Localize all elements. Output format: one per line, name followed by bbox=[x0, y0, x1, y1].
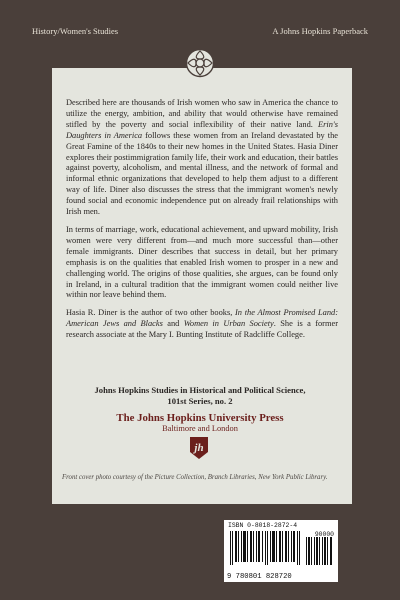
cover-photo-credit: Front cover photo courtesy of the Picture Collection, Branch Libraries, New York Public Library. bbox=[62, 474, 328, 481]
imprint-label: A Johns Hopkins Paperback bbox=[272, 26, 368, 36]
press-logo-icon bbox=[188, 436, 210, 460]
other-book-title-2: Women in Urban Society bbox=[183, 319, 274, 329]
series-info bbox=[60, 385, 340, 407]
celtic-knot-icon bbox=[185, 48, 215, 78]
publisher-city: Baltimore and London bbox=[162, 424, 238, 433]
top-bar bbox=[32, 26, 368, 36]
series-line-1: Johns Hopkins Studies in Historical and Political Science, bbox=[94, 385, 306, 395]
svg-text:jh: jh bbox=[194, 442, 204, 454]
author-bio: Hasia R. Diner is the author of two other books, In the Almost Promised Land: American Jews and Blacks and Women in Urban Society. She is a former research associate at the Mary I. Bunting Institute of Radcliffe College. bbox=[66, 308, 338, 340]
description-paragraph-2: In terms of marriage, work, educational achievement, and upward mobility, Irish women were very different from—and much more successful than—other female immigrants. Diner describes that success in detail, but her primary emphasis is on the qualities that enabled Irish women to prosper in a new and challenging world. The origins of those qualities, she argues, can be found only in Ireland, in a cultural tradition that the immigrant women could neither live within nor leave behind them. bbox=[66, 224, 338, 300]
barcode-box bbox=[224, 520, 338, 582]
isbn-text: ISBN 0-8018-2872-4 bbox=[228, 522, 298, 529]
publisher-name: The Johns Hopkins University Press bbox=[116, 412, 284, 424]
other-book-title-1: In the Almost Promised Land: American Jews and Blacks bbox=[66, 308, 338, 329]
description-text bbox=[66, 98, 338, 348]
category-label: History/Women's Studies bbox=[32, 26, 119, 36]
description-paragraph-1: Described here are thousands of Irish women who saw in America the chance to utilize the energy, ambition, and ability that would otherwise have remained stifled by the poverty and social inflexibility of their native land. Erin's Daughters in America follows these women from an Ireland devastated by the Great Famine of the 1840s to their new homes in the United States. Hasia Diner explores their postimmigration family life, their work and education, their battles against poverty, alcoholism, and mental illness, and the network of formal and informal ethnic organizations that developed to help them adjust to a different way of life. Diner also discusses the stress that the immigrant women's newly found social and economic independence put on already frail relationships with Irish men. bbox=[66, 98, 338, 217]
barcode-digits: 9 780801 828720 bbox=[227, 573, 292, 581]
publisher-block bbox=[60, 412, 340, 434]
series-line-2: 101st Series, no. 2 bbox=[167, 396, 233, 406]
barcode-addon-digits: 90000 bbox=[314, 531, 334, 538]
book-title: Erin's Daughters in America bbox=[66, 119, 338, 140]
